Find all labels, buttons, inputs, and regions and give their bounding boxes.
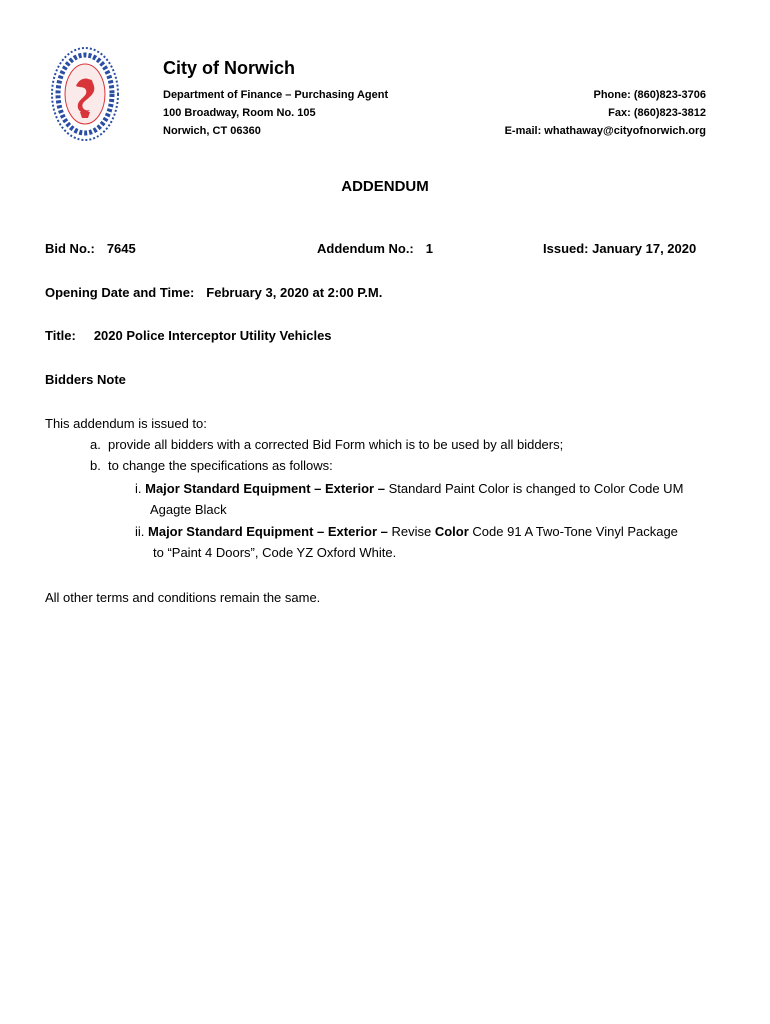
title-label: Title: bbox=[45, 328, 76, 343]
list-item-text: to change the specifications as follows: bbox=[108, 458, 333, 473]
list-item bbox=[90, 434, 563, 455]
contact-email[interactable]: E-mail: whathaway@cityofnorwich.org bbox=[504, 125, 706, 137]
sub-list-item bbox=[135, 478, 683, 499]
document-heading: ADDENDUM bbox=[341, 178, 429, 195]
sub-item-continuation: Agagte Black bbox=[150, 502, 227, 517]
bidders-note-heading: Bidders Note bbox=[45, 372, 126, 387]
intro-text: This addendum is issued to: bbox=[45, 416, 207, 431]
sub-item-bold: Major Standard Equipment – Exterior – bbox=[148, 524, 388, 539]
issued-date bbox=[543, 241, 696, 256]
list-marker: b. bbox=[90, 458, 101, 473]
addendum-number bbox=[317, 241, 433, 256]
sub-item-bold: Major Standard Equipment – Exterior – bbox=[145, 481, 385, 496]
opening-label: Opening Date and Time: bbox=[45, 285, 195, 300]
bid-number bbox=[45, 241, 136, 256]
addendum-number-value: 1 bbox=[425, 241, 433, 256]
org-name: City of Norwich bbox=[163, 58, 296, 78]
sub-item-text-after: Code 91 A Two-Tone Vinyl Package bbox=[472, 524, 678, 539]
addendum-number-label: Addendum No.: bbox=[317, 241, 414, 256]
contact-phone: Phone: (860)823-3706 bbox=[593, 89, 706, 101]
sub-list-marker: ii. bbox=[135, 524, 145, 539]
sub-item-bold-color: Color bbox=[434, 524, 469, 539]
opening-date-time bbox=[45, 285, 382, 300]
title-value: 2020 Police Interceptor Utility Vehicles bbox=[93, 328, 332, 343]
title-line bbox=[45, 328, 332, 343]
address-department: Department of Finance – Purchasing Agent bbox=[163, 89, 389, 101]
issued-value: January 17, 2020 bbox=[592, 241, 697, 256]
list-item bbox=[90, 455, 333, 476]
closing-text: All other terms and conditions remain the same. bbox=[45, 590, 321, 605]
list-marker: a. bbox=[90, 437, 101, 452]
sub-list-marker: i. bbox=[135, 481, 142, 496]
opening-value: February 3, 2020 at 2:00 P.M. bbox=[206, 285, 383, 300]
issued-label: Issued: bbox=[543, 241, 589, 256]
sub-item-text: Standard Paint Color is changed to Color Code UM bbox=[388, 481, 684, 496]
address-city: Norwich, CT 06360 bbox=[163, 125, 261, 137]
contact-fax: Fax: (860)823-3812 bbox=[608, 107, 706, 119]
address-street: 100 Broadway, Room No. 105 bbox=[163, 107, 316, 119]
list-item-text: provide all bidders with a corrected Bid Form which is to be used by all bidders; bbox=[108, 437, 564, 452]
bid-number-value: 7645 bbox=[106, 241, 136, 256]
sub-list-item bbox=[135, 521, 678, 542]
bid-number-label: Bid No.: bbox=[45, 241, 95, 256]
sub-item-text-before: Revise bbox=[391, 524, 432, 539]
sub-item-continuation: to “Paint 4 Doors”, Code YZ Oxford White. bbox=[153, 545, 397, 560]
city-seal-icon bbox=[50, 46, 120, 142]
